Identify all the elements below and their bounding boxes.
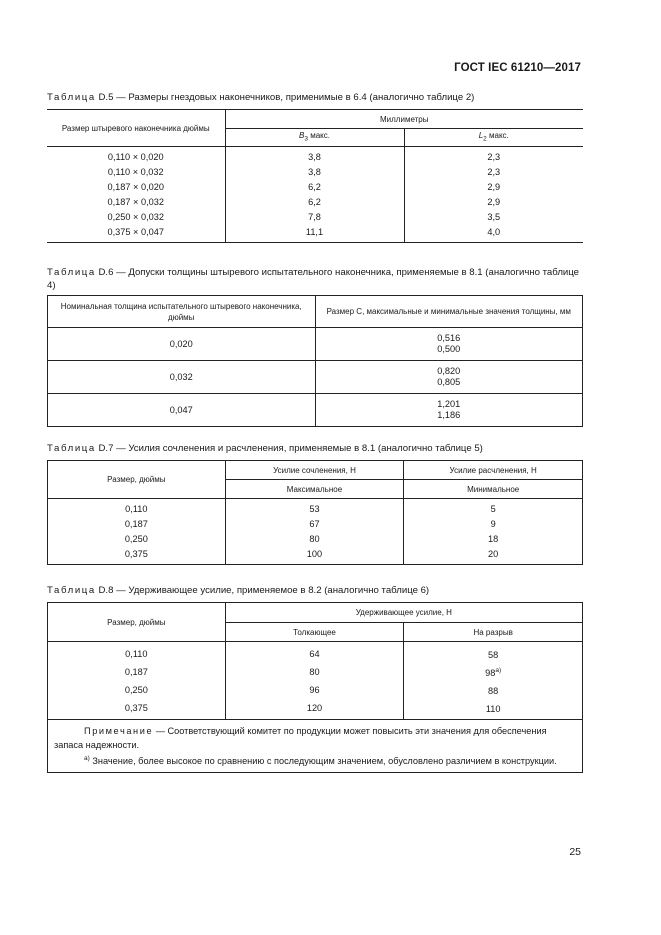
- table-d8-col2-header: Толкающее: [225, 623, 404, 642]
- table-d5: [47, 109, 583, 243]
- cell-value: 110: [485, 704, 501, 715]
- table-row: [48, 517, 583, 532]
- table-d8-col3-header: На разрыв: [404, 623, 583, 642]
- table-cell: 0,250 × 0,032: [47, 210, 225, 225]
- table-d5-col2-sub: 3: [304, 135, 308, 143]
- table-cell: [315, 328, 583, 361]
- table-cell: 80: [225, 532, 404, 547]
- page-number: 25: [569, 846, 581, 858]
- table-d7-caption: [47, 442, 583, 455]
- note-label: Примечание: [84, 726, 154, 737]
- table-cell: 20: [488, 549, 499, 559]
- table-cell: 18: [488, 534, 499, 544]
- table-d5-col2-header: [225, 129, 404, 147]
- table-row: [47, 180, 583, 195]
- table-cell: 3,8: [225, 165, 404, 180]
- table-cell: 0,110: [48, 499, 226, 518]
- footnote-mark: a): [84, 755, 90, 763]
- max-value: 0,516: [437, 333, 461, 343]
- table-cell: 100: [225, 547, 404, 565]
- table-d8-caption-text: D.8 — Удерживающее усилие, применяемое в 8.2 (аналогично таблице 6): [95, 585, 430, 596]
- table-cell: 0,375: [48, 547, 226, 565]
- table-d8-caption-prefix: Таблица: [47, 585, 96, 596]
- table-d7-col2-subheader: Максимальное: [225, 480, 404, 499]
- min-value: 0,805: [437, 377, 461, 387]
- table-cell: 0,187: [48, 663, 226, 681]
- table-row: [48, 499, 583, 518]
- table-d7-col2-header: Усилие сочленения, Н: [225, 461, 404, 480]
- table-cell: 5: [490, 504, 496, 514]
- cell-value: 98: [485, 668, 496, 679]
- table-cell: 64: [225, 642, 404, 664]
- table-d7-caption-prefix: Таблица: [47, 443, 96, 454]
- table-cell: 0,110: [48, 642, 226, 664]
- table-cell: 0,020: [48, 328, 316, 361]
- table-cell: 96: [225, 681, 404, 699]
- table-cell: 80: [225, 663, 404, 681]
- table-cell: 2,9: [487, 197, 501, 207]
- table-cell: 0,375: [48, 699, 226, 720]
- table-d5-group-header: Миллиметры: [225, 110, 583, 129]
- table-d7-caption-text: D.7 — Усилия сочленения и расчленения, применяемые в 8.1 (аналогично таблице 5): [95, 443, 483, 454]
- table-cell: 0,250: [48, 681, 226, 699]
- table-cell: 2,9: [487, 182, 501, 192]
- table-d5-col2-suffix: макс.: [307, 131, 330, 141]
- table-cell: [315, 394, 583, 427]
- table-cell: 6,2: [225, 195, 404, 210]
- table-cell: 4,0: [404, 225, 583, 243]
- table-d5-col3-sub: 2: [483, 135, 487, 143]
- table-d8-caption: [47, 584, 583, 597]
- table-d5-col3-header: [404, 129, 583, 147]
- table-row: [48, 328, 583, 361]
- table-row: [48, 663, 583, 681]
- table-d8-group-header: Удерживающее усилие, Н: [225, 603, 582, 623]
- table-cell: 2,3: [487, 167, 501, 177]
- table-row: [48, 699, 583, 720]
- table-cell: 120: [225, 699, 404, 720]
- table-d7: [47, 460, 583, 565]
- table-d8: [47, 602, 583, 773]
- table-row: [48, 394, 583, 427]
- table-cell: 67: [225, 517, 404, 532]
- table-d6-caption-text: D.6 — Допуски толщины штыревого испытательного наконечника, применяемые в 8.1 (аналогично таблице 4): [47, 267, 580, 291]
- cell-value: 58: [488, 650, 499, 661]
- table-row: [48, 642, 583, 664]
- max-value: 0,820: [437, 366, 461, 376]
- table-d6-col2-header: Размер С, максимальные и минимальные значения толщины, мм: [315, 296, 583, 328]
- table-d5-caption-text: D.5 — Размеры гнездовых наконечников, применимые в 6.4 (аналогично таблице 2): [95, 92, 475, 103]
- note-paragraph: [54, 724, 576, 752]
- table-d5-col3-var: L: [478, 131, 484, 141]
- table-d7-col3-subheader: Минимальное: [404, 480, 583, 499]
- table-cell: 0,250: [48, 532, 226, 547]
- note-text: — Соответствующий комитет по продукции может повысить эти значения для обеспечения запаса надежности.: [54, 726, 547, 751]
- table-cell: 0,110 × 0,020: [47, 147, 225, 166]
- table-d6-caption: [47, 266, 583, 292]
- table-d7-col1-header: Размер, дюймы: [48, 461, 226, 499]
- table-d6-col1-header: Номинальная толщина испытательного штыревого наконечника, дюймы: [48, 296, 316, 328]
- table-cell: 3,5: [487, 212, 501, 222]
- table-d6-caption-prefix: Таблица: [47, 267, 96, 278]
- table-note: [48, 720, 583, 773]
- table-cell: 0,187: [48, 517, 226, 532]
- table-cell: 0,110 × 0,032: [47, 165, 225, 180]
- table-cell: 53: [225, 499, 404, 518]
- table-d5-caption: [47, 91, 583, 104]
- table-row: [48, 681, 583, 699]
- min-value: 1,186: [437, 410, 461, 420]
- table-row: [48, 532, 583, 547]
- table-d5-caption-prefix: Таблица: [47, 92, 96, 103]
- table-cell: 6,2: [225, 180, 404, 195]
- footnote-text: Значение, более высокое по сравнению с последующим значением, обусловлено различием в конструкции.: [89, 756, 557, 767]
- table-row: [47, 165, 583, 180]
- min-value: 0,500: [437, 344, 461, 354]
- table-cell: 7,8: [225, 210, 404, 225]
- max-value: 1,201: [437, 399, 461, 409]
- table-cell: 0,032: [48, 361, 316, 394]
- standard-designation: ГОСТ IEC 61210—2017: [454, 62, 581, 74]
- table-row: [48, 547, 583, 565]
- table-cell: 0,187 × 0,020: [47, 180, 225, 195]
- table-cell: [404, 699, 583, 720]
- table-cell: [315, 361, 583, 394]
- table-d8-col1-header: Размер, дюймы: [48, 603, 226, 642]
- table-d6: [47, 295, 583, 427]
- table-row: [47, 210, 583, 225]
- table-cell: [404, 681, 583, 699]
- table-row: [48, 361, 583, 394]
- table-cell: 11,1: [225, 225, 404, 243]
- table-cell: 2,3: [487, 152, 501, 162]
- table-cell: 3,8: [225, 147, 404, 166]
- footnote-paragraph: [54, 752, 576, 768]
- table-cell: 0,375 × 0,047: [47, 225, 225, 243]
- table-d7-col3-header: Усилие расчленения, Н: [404, 461, 583, 480]
- table-row: [47, 147, 583, 166]
- table-row: [47, 225, 583, 243]
- table-cell: [404, 663, 583, 681]
- footnote-ref: a): [495, 667, 502, 675]
- table-note-row: [48, 720, 583, 773]
- cell-value: 88: [488, 686, 499, 697]
- table-d5-col3-suffix: макс.: [486, 131, 509, 141]
- table-cell: 9: [490, 519, 496, 529]
- table-cell: [404, 642, 583, 664]
- table-d5-col1-header: Размер штыревого наконечника дюймы: [47, 110, 225, 147]
- table-cell: 0,187 × 0,032: [47, 195, 225, 210]
- table-d5-col2-var: B: [299, 131, 305, 141]
- table-row: [47, 195, 583, 210]
- table-cell: 0,047: [48, 394, 316, 427]
